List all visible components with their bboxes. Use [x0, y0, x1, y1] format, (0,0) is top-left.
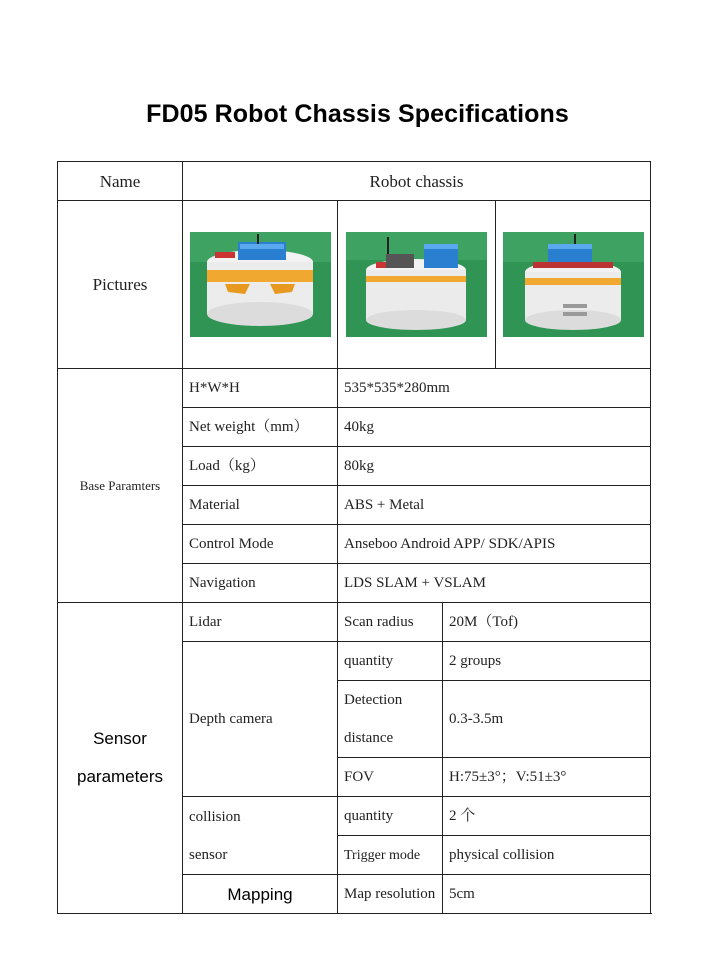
spec-key: H*W*H — [183, 369, 338, 408]
lidar-label: Lidar — [183, 603, 338, 642]
sensor-label-line1: Sensor — [93, 729, 147, 748]
picture-cell — [338, 201, 496, 369]
depth-camera-label: Depth camera — [183, 642, 338, 797]
spec-value: Anseboo Android APP/ SDK/APIS — [338, 525, 651, 564]
pictures-label: Pictures — [58, 201, 183, 369]
lidar-value: 20M（Tof) — [443, 603, 651, 642]
detection-distance-label — [338, 681, 443, 758]
name-label: Name — [58, 162, 183, 201]
detection-line1: Detection — [344, 692, 403, 708]
spec-key: Material — [183, 486, 338, 525]
spec-value: 40kg — [338, 408, 651, 447]
collision-quantity-label: quantity — [338, 797, 443, 836]
spec-value: 535*535*280mm — [338, 369, 651, 408]
trigger-mode-value: physical collision — [443, 836, 651, 875]
collision-line2: sensor — [189, 846, 228, 863]
fov-value: H:75±3°；V:51±3° — [443, 758, 651, 797]
map-resolution-label: Map resolution — [338, 875, 443, 914]
collision-quantity-value: 2 个 — [443, 797, 651, 836]
map-resolution-value: 5cm — [443, 875, 651, 914]
collision-line1: collision — [189, 808, 241, 825]
robot-photo-front — [190, 232, 331, 337]
fov-label: FOV — [338, 758, 443, 797]
robot-photo-side — [346, 232, 487, 337]
collision-sensor-label — [183, 797, 338, 875]
detection-distance-value: 0.3-3.5m — [443, 681, 651, 758]
spec-key: Control Mode — [183, 525, 338, 564]
spec-key: Load（kg） — [183, 447, 338, 486]
sensor-params-label — [58, 603, 183, 914]
spec-key: Navigation — [183, 564, 338, 603]
spec-table — [57, 161, 651, 914]
trigger-mode-label: Trigger mode — [338, 836, 443, 875]
base-params-label: Base Paramters — [58, 369, 183, 603]
spec-value: 80kg — [338, 447, 651, 486]
picture-cell — [183, 201, 338, 369]
name-value: Robot chassis — [183, 162, 651, 201]
picture-cell — [496, 201, 651, 369]
table-row — [58, 369, 651, 408]
sensor-label-line2: parameters — [77, 767, 163, 786]
depth-quantity-label: quantity — [338, 642, 443, 681]
spec-key: Net weight（mm） — [183, 408, 338, 447]
robot-photo-back — [503, 232, 644, 337]
spec-value: ABS + Metal — [338, 486, 651, 525]
spec-value: LDS SLAM + VSLAM — [338, 564, 651, 603]
table-row — [58, 201, 651, 369]
table-row — [58, 162, 651, 201]
lidar-param: Scan radius — [338, 603, 443, 642]
page-title: FD05 Robot Chassis Specifications — [146, 100, 569, 128]
mapping-label: Mapping — [183, 875, 338, 914]
detection-line2: distance — [344, 730, 394, 746]
table-row — [58, 603, 651, 642]
depth-quantity-value: 2 groups — [443, 642, 651, 681]
